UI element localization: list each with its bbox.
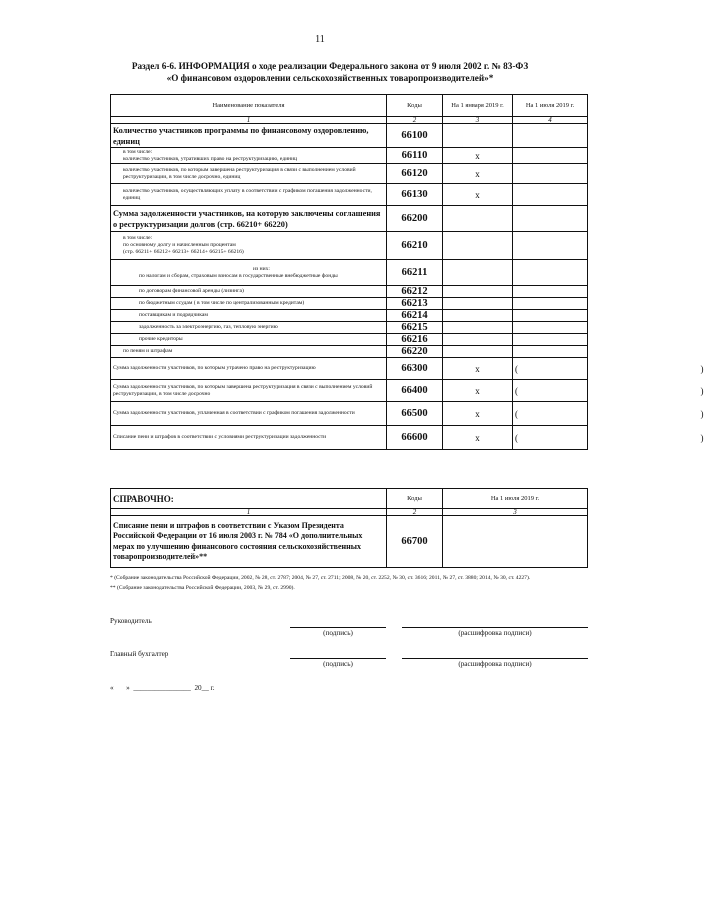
row-label: прочие кредиторы xyxy=(139,336,183,343)
footnote-1: * (Собрание законодательства Российской Федерации, 2002, № 28, ст. 2787; 2004, № 27, ст. 2711; 2008, № 20, ст. 2252, № 30, ст. 3616; 2011, № 27, ст. 3880; 2014, № 30, ст. 4227). xyxy=(110,575,531,581)
row-label: Сумма задолженности участников, по которым завершена реструктуризация в связи с выполнением условий реструктуризации, в том числе досрочно xyxy=(113,383,373,397)
row-name xyxy=(111,380,387,402)
row-label: Сумма задолженности участников, по которым утрачено право на реструктуризацию xyxy=(113,365,316,372)
row-label: количество участников, осуществляющих уплату в соответствии с графиком погашения задолженности, единиц xyxy=(123,187,372,201)
row-name xyxy=(111,298,387,310)
col-num: 3 xyxy=(443,509,588,516)
page-number: 11 xyxy=(315,34,325,45)
row-code: 66214 xyxy=(387,310,443,322)
row-jan-value[interactable] xyxy=(443,298,513,310)
row-code: 66211 xyxy=(387,260,443,286)
row-label: задолженность за электроэнергию, газ, тепловую энергию xyxy=(139,324,278,331)
table-row xyxy=(111,402,588,426)
row-name xyxy=(111,206,387,232)
row-jan-value[interactable] xyxy=(443,310,513,322)
ref-column-number-row xyxy=(111,509,588,516)
row-jul-value[interactable] xyxy=(513,124,588,148)
row-code: 66600 xyxy=(387,426,443,450)
row-code: 66400 xyxy=(387,380,443,402)
ref-row-code: 66700 xyxy=(387,516,443,568)
row-name xyxy=(111,232,387,260)
row-name xyxy=(111,148,387,164)
row-jan-value[interactable] xyxy=(443,124,513,148)
row-label: Количество участников программы по финансовому оздоровлению, единиц xyxy=(113,125,369,146)
decode-caption: (расшифровка подписи) xyxy=(458,660,532,668)
header-indicator-name: Наименование показателя xyxy=(111,95,387,117)
ref-row-name: Списание пени и штрафов в соответствии с Указом Президента Российской Федерации от 16 июля 2003 г. № 784 «О дополнительных мерах по улучшению финансового состояния сельскохозяйственных товаропроизводителей»** xyxy=(111,516,387,568)
row-jul-value[interactable] xyxy=(513,346,588,358)
row-jan-value[interactable] xyxy=(443,232,513,260)
accountant-decode-line[interactable] xyxy=(402,658,588,659)
reference-table xyxy=(110,488,588,568)
table-row xyxy=(111,310,588,322)
ref-header-label: СПРАВОЧНО: xyxy=(111,489,387,509)
row-jan-value: x xyxy=(443,148,513,164)
table-header-row xyxy=(111,95,588,117)
table-row xyxy=(111,148,588,164)
row-label: по налогам и сборам, страховым взносам в государственные внебюджетные фонды xyxy=(139,272,338,279)
row-code: 66200 xyxy=(387,206,443,232)
row-jan-value: x xyxy=(443,358,513,380)
col-num: 4 xyxy=(513,117,588,124)
row-code: 66213 xyxy=(387,298,443,310)
row-label: Сумма задолженности участников, на которую заключены соглашения о реструктуризации долгов (стр. 66210+ 66220) xyxy=(113,208,381,229)
row-label: количество участников, по которым завершена реструктуризация в связи с выполнением условий реструктуризации, в том числе досрочно, единиц xyxy=(123,166,356,180)
head-label: Руководитель xyxy=(110,617,152,625)
row-jul-value[interactable] xyxy=(513,298,588,310)
row-jul-value[interactable] xyxy=(513,334,588,346)
row-code: 66300 xyxy=(387,358,443,380)
row-name xyxy=(111,310,387,322)
row-label: по договорам финансовой аренды (лизинга) xyxy=(139,288,244,295)
row-jul-value[interactable] xyxy=(513,148,588,164)
row-jul-value[interactable] xyxy=(513,310,588,322)
row-jan-value: x xyxy=(443,184,513,206)
row-jul-value[interactable] xyxy=(513,232,588,260)
row-jul-value[interactable] xyxy=(513,260,588,286)
row-label: в том числе: количество участников, утративших право на реструктуризацию, единиц xyxy=(123,148,298,162)
row-jul-value[interactable] xyxy=(513,164,588,184)
row-jul-value[interactable] xyxy=(513,184,588,206)
sign-caption: (подпись) xyxy=(323,629,353,637)
row-jan-value[interactable] xyxy=(443,334,513,346)
row-jan-value[interactable] xyxy=(443,322,513,334)
row-code: 66130 xyxy=(387,184,443,206)
table-row xyxy=(111,164,588,184)
row-jan-value: x xyxy=(443,380,513,402)
row-code: 66212 xyxy=(387,286,443,298)
row-code: 66100 xyxy=(387,124,443,148)
row-code: 66210 xyxy=(387,232,443,260)
row-name xyxy=(111,358,387,380)
table-row xyxy=(111,426,588,450)
table-row xyxy=(111,322,588,334)
table-row xyxy=(111,298,588,310)
title-line-2: «О финансовом оздоровлении сельскохозяйственных товаропроизводителей»* xyxy=(166,73,494,83)
row-jan-value[interactable] xyxy=(443,260,513,286)
row-code: 66120 xyxy=(387,164,443,184)
footnote-2: ** (Собрание законодательства Российской Федерации, 2003, № 29, ст. 2990). xyxy=(110,585,295,591)
row-name xyxy=(111,334,387,346)
head-decode-line[interactable] xyxy=(402,627,588,628)
header-codes: Коды xyxy=(387,95,443,117)
title-line-1: Раздел 6-6. ИНФОРМАЦИЯ о ходе реализации Федерального закона от 9 июля 2002 г. № 83-ФЗ xyxy=(131,61,529,71)
row-jan-value[interactable] xyxy=(443,346,513,358)
decode-caption: (расшифровка подписи) xyxy=(458,629,532,637)
col-num: 2 xyxy=(387,117,443,124)
ref-header-row xyxy=(111,489,588,509)
row-code: 66500 xyxy=(387,402,443,426)
row-jul-value[interactable]: ( ) xyxy=(513,402,588,426)
ref-header-jul: На 1 июля 2019 г. xyxy=(443,489,588,509)
row-name xyxy=(111,260,387,286)
table-row xyxy=(111,206,588,232)
header-jul: На 1 июля 2019 г. xyxy=(513,95,588,117)
row-name xyxy=(111,426,387,450)
table-row xyxy=(111,334,588,346)
row-jan-value: x xyxy=(443,402,513,426)
row-name xyxy=(111,164,387,184)
row-code: 66220 xyxy=(387,346,443,358)
row-code: 66215 xyxy=(387,322,443,334)
sign-caption: (подпись) xyxy=(323,660,353,668)
accountant-label: Главный бухгалтер xyxy=(110,650,169,658)
row-name xyxy=(111,124,387,148)
row-jul-value[interactable]: ( ) xyxy=(513,380,588,402)
table-row xyxy=(111,184,588,206)
row-jul-value[interactable] xyxy=(513,206,588,232)
row-jan-value[interactable] xyxy=(443,286,513,298)
col-num: 3 xyxy=(443,117,513,124)
table-row xyxy=(111,380,588,402)
row-name xyxy=(111,402,387,426)
row-label: Списание пени и штрафов в соответствии с условиями реструктуризации задолженности xyxy=(113,434,327,441)
table-row xyxy=(111,346,588,358)
row-label: Сумма задолженности участников, уплаченная в соответствии с графиком погашения задолженности xyxy=(113,410,355,417)
table-row xyxy=(111,358,588,380)
row-jul-value[interactable] xyxy=(513,322,588,334)
row-label: поставщикам и подрядчикам xyxy=(139,312,208,319)
row-code: 66110 xyxy=(387,148,443,164)
row-label: по бюджетным ссудам ( в том числе по централизованным кредитам) xyxy=(139,300,305,307)
table-row xyxy=(111,286,588,298)
row-name xyxy=(111,346,387,358)
ref-row-value[interactable] xyxy=(443,516,588,568)
header-jan: На 1 января 2019 г. xyxy=(443,95,513,117)
main-table xyxy=(110,94,704,450)
col-num: 1 xyxy=(111,509,387,516)
row-jul-value[interactable]: ( ) xyxy=(513,358,588,380)
table-row xyxy=(111,232,588,260)
table-row xyxy=(111,124,588,148)
row-jan-value[interactable] xyxy=(443,206,513,232)
head-signature-line[interactable] xyxy=(290,627,386,628)
row-jan-value: x xyxy=(443,164,513,184)
footnotes xyxy=(110,574,590,594)
row-name xyxy=(111,322,387,334)
column-number-row xyxy=(111,117,588,124)
date-line[interactable]: « » ________________ 20__ г. xyxy=(110,684,215,692)
row-jan-value: x xyxy=(443,426,513,450)
col-num: 2 xyxy=(387,509,443,516)
row-jul-value[interactable]: ( ) xyxy=(513,426,588,450)
ref-header-codes: Коды xyxy=(387,489,443,509)
col-num: 1 xyxy=(111,117,387,124)
table-row xyxy=(111,260,588,286)
accountant-signature-line[interactable] xyxy=(290,658,386,659)
row-subheading: из них: xyxy=(253,265,270,272)
row-label: в том числе: по основному долгу и начисленным процентам (стр. 66211+ 66212+ 66213+ 66214+ 66215+ 66216) xyxy=(123,235,244,255)
row-name xyxy=(111,286,387,298)
row-jul-value[interactable] xyxy=(513,286,588,298)
row-code: 66216 xyxy=(387,334,443,346)
row-label: по пеням и штрафам xyxy=(123,348,173,355)
row-name xyxy=(111,184,387,206)
section-title xyxy=(100,60,560,84)
table-row xyxy=(111,516,588,568)
